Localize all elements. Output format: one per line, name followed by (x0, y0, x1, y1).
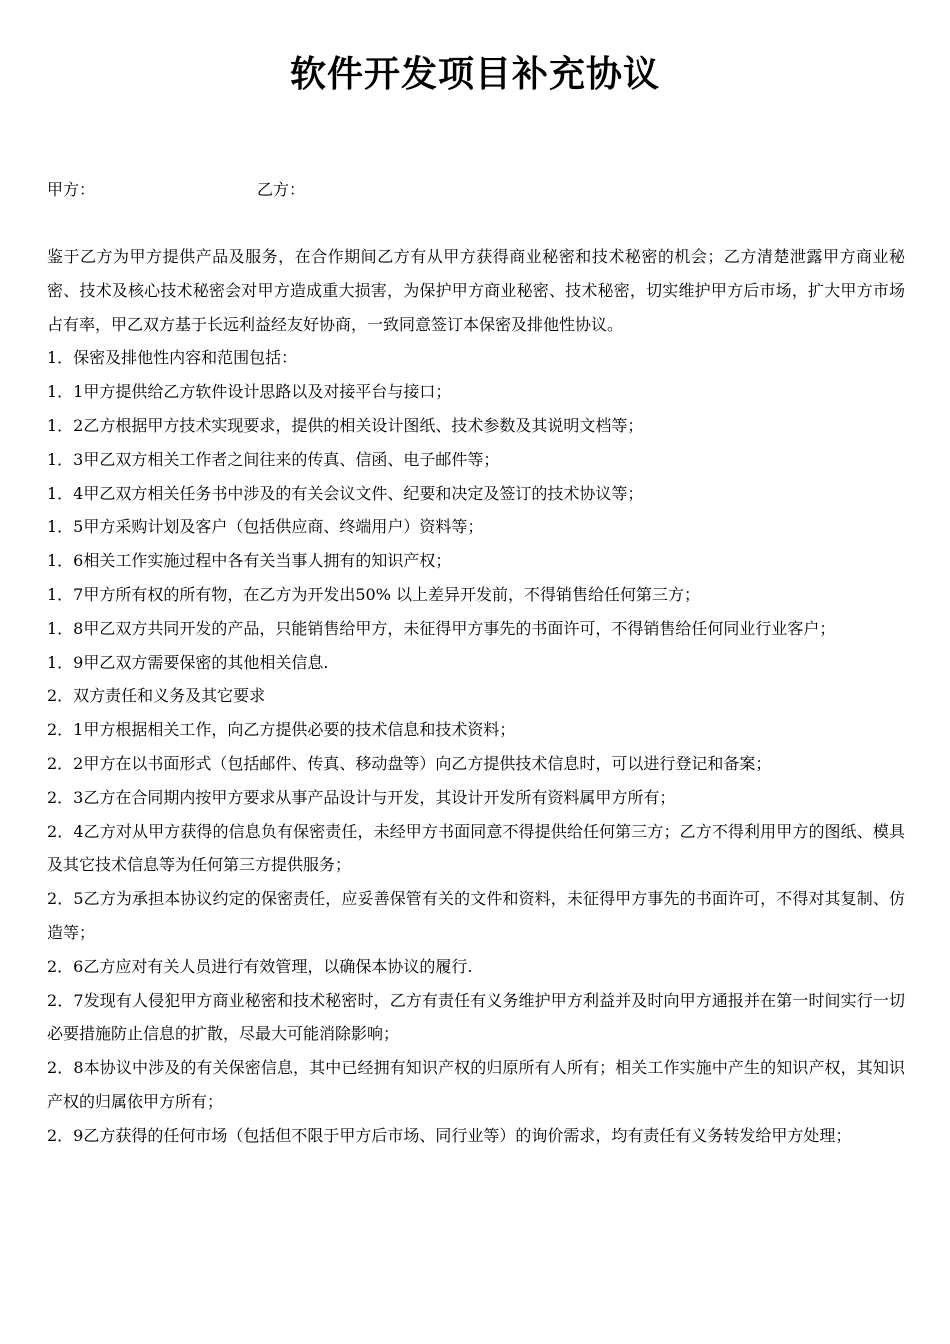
section-1-heading: 1．保密及排他性内容和范围包括： (47, 348, 298, 368)
clause-2-1: 2．1甲方根据相关工作，向乙方提供必要的技术信息和技术资料； (47, 720, 516, 740)
party-a-label: 甲方： (47, 180, 96, 199)
party-b-label: 乙方： (257, 180, 306, 199)
clause-1-2: 1．2乙方根据甲方技术实现要求，提供的相关设计图纸、技术参数及其说明文档等； (47, 415, 644, 435)
clause-2-2: 2．2甲方在以书面形式（包括邮件、传真、移动盘等）向乙方提供技术信息时，可以进行登记和备案； (47, 753, 772, 773)
clause-1-7: 1．7甲方所有权的所有物，在乙方为开发出50% 以上差异开发前，不得销售给任何第三方； (47, 584, 701, 604)
clause-2-8: 2．8本协议中涉及的有关保密信息，其中已经拥有知识产权的归原所有人所有；相关工作实施中产生的知识产权，其知识产权的归属依甲方所有； (47, 1058, 905, 1111)
section-2-heading: 2．双方责任和义务及其它要求 (47, 686, 266, 706)
clause-2-4: 2．4乙方对从甲方获得的信息负有保密责任，未经甲方书面同意不得提供给任何第三方；乙方不得利用甲方的图纸、模具及其它技术信息等为任何第三方提供服务； (47, 821, 905, 875)
parties-line (47, 175, 907, 205)
clause-1-6: 1．6相关工作实施过程中各有关当事人拥有的知识产权； (47, 551, 452, 571)
clause-2-6: 2．6乙方应对有关人员进行有效管理，以确保本协议的履行. (47, 956, 473, 976)
clause-1-9: 1．9甲乙双方需要保密的其他相关信息. (47, 652, 329, 672)
clause-2-3: 2．3乙方在合同期内按甲方要求从事产品设计与开发，其设计开发所有资料属甲方所有； (47, 787, 676, 807)
clause-2-7: 2．7发现有人侵犯甲方商业秘密和技术秘密时，乙方有责任有义务维护甲方利益并及时向甲方通报并在第一时间实行一切必要措施防止信息的扩散，尽最大可能消除影响； (47, 990, 905, 1044)
clause-2-9: 2．9乙方获得的任何市场（包括但不限于甲方后市场、同行业等）的询价需求，均有责任有义务转发给甲方处理； (47, 1125, 852, 1145)
clause-1-4: 1．4甲乙双方相关任务书中涉及的有关会议文件、纪要和决定及签订的技术协议等； (47, 483, 644, 503)
clause-1-8: 1．8甲乙双方共同开发的产品，只能销售给甲方，未征得甲方事先的书面许可，不得销售给任何同业行业客户； (47, 618, 836, 638)
clause-1-5: 1．5甲方采购计划及客户（包括供应商、终端用户）资料等； (47, 517, 484, 537)
clause-1-3: 1．3甲乙双方相关工作者之间往来的传真、信函、电子邮件等； (47, 449, 500, 469)
preamble-paragraph: 鉴于乙方为甲方提供产品及服务，在合作期间乙方有从甲方获得商业秘密和技术秘密的机会；乙方清楚泄露甲方商业秘密、技术及核心技术秘密会对甲方造成重大损害，为保护甲方商业秘密、技术秘密，切实维护甲方后市场，扩大甲方市场占有率，甲乙双方基于长远利益经友好协商，一致同意签订本保密及排他性协议。 (47, 247, 905, 334)
document-body (47, 240, 905, 1153)
clause-2-5: 2．5乙方为承担本协议约定的保密责任，应妥善保管有关的文件和资料，未征得甲方事先的书面许可，不得对其复制、仿造等； (47, 889, 905, 942)
clause-1-1: 1．1甲方提供给乙方软件设计思路以及对接平台与接口； (47, 382, 452, 402)
document-title: 软件开发项目补充协议 (289, 54, 660, 95)
